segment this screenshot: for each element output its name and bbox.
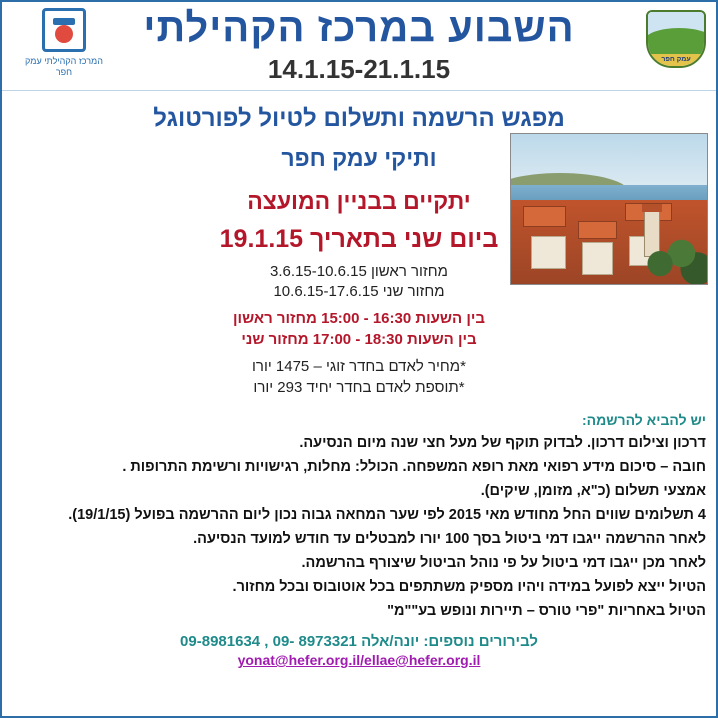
cycle-2: מחזור שני 10.6.15-17.6.15 [273, 283, 445, 300]
page-title: השבוע במרכז הקהילתי [143, 6, 575, 50]
price-double-room: *מחיר לאדם בחדר זוגי – 1475 יורו [252, 358, 466, 375]
portugal-town-photo [510, 133, 708, 285]
meeting-hours [12, 308, 706, 350]
contact-emails[interactable]: yonat@hefer.org.il/ellae@hefer.org.il [237, 652, 481, 668]
bring-item-cancellation-policy: לאחר מכן ייגבו דמי ביטול על פי נוהל הביטול שיצורף בהרשמה. [301, 555, 706, 571]
contact-line: לבירורים נוספים: יונה/אלה 8973321 -09 , 09-8981634 [180, 633, 538, 650]
page-header [2, 2, 716, 91]
price-single-supplement: *תוספת לאדם בחדר יחיד 293 יורו [253, 379, 465, 396]
bring-item-cancellation-fee: לאחר ההרשמה ייגבו דמי ביטול בסך 100 יורו למבטלים עד חודש למועד הנסיעה. [193, 531, 706, 547]
hours-cycle-1: בין השעות 16:30 - 15:00 מחזור ראשון [233, 310, 485, 327]
bring-item-installments: 4 תשלומים שווים החל מחודש מאי 2015 לפי שער המחאה גבוה נכון ליום ההרשמה בפועל (19/1/15). [68, 507, 706, 523]
bring-item-operator: הטיול באחריות "פרי טורס – תיירות ונופש בע""מ" [387, 603, 706, 619]
bring-section-title: יש להביא להרשמה: [581, 412, 706, 428]
header-date-range: 14.1.15-21.1.15 [267, 54, 451, 84]
heading-veterans: ותיקי עמק חפר [281, 145, 437, 171]
heading-location: יתקיים בבניין המועצה [247, 188, 471, 214]
page-content [2, 91, 716, 668]
bring-item-medical: חובה – סיכום מידע רפואי מאת רופא המשפחה. הכולל: מחלות, רגישויות ורשימת התרופות . [122, 459, 706, 475]
hours-cycle-2: בין השעות 18:30 - 17:00 מחזור שני [241, 331, 477, 348]
bring-item-passport: דרכון וצילום דרכון. לבדוק תוקף של מעל חצי שנה מיום הנסיעה. [299, 435, 706, 451]
heading-registration-meeting: מפגש הרשמה ותשלום לטיול לפורטוגל [153, 105, 565, 132]
heading-date: ביום שני בתאריך 19.1.15 [219, 225, 499, 253]
price-list [12, 356, 706, 398]
cycle-1: מחזור ראשון 3.6.15-10.6.15 [270, 263, 448, 280]
community-center-logo-caption: המרכז הקהילתי עמק חפר [25, 56, 103, 77]
crest-label: עמק חפר [661, 56, 691, 63]
bring-item-trip-conditions: הטיול ייצא לפועל במידה ויהיו מספיק משתתפים בכל אוטובוס ובכל מחזור. [232, 579, 706, 595]
bring-item-payment-method: אמצעי תשלום (כ"א, מזומן, שיקים). [480, 483, 706, 499]
bring-section-list [12, 432, 706, 623]
